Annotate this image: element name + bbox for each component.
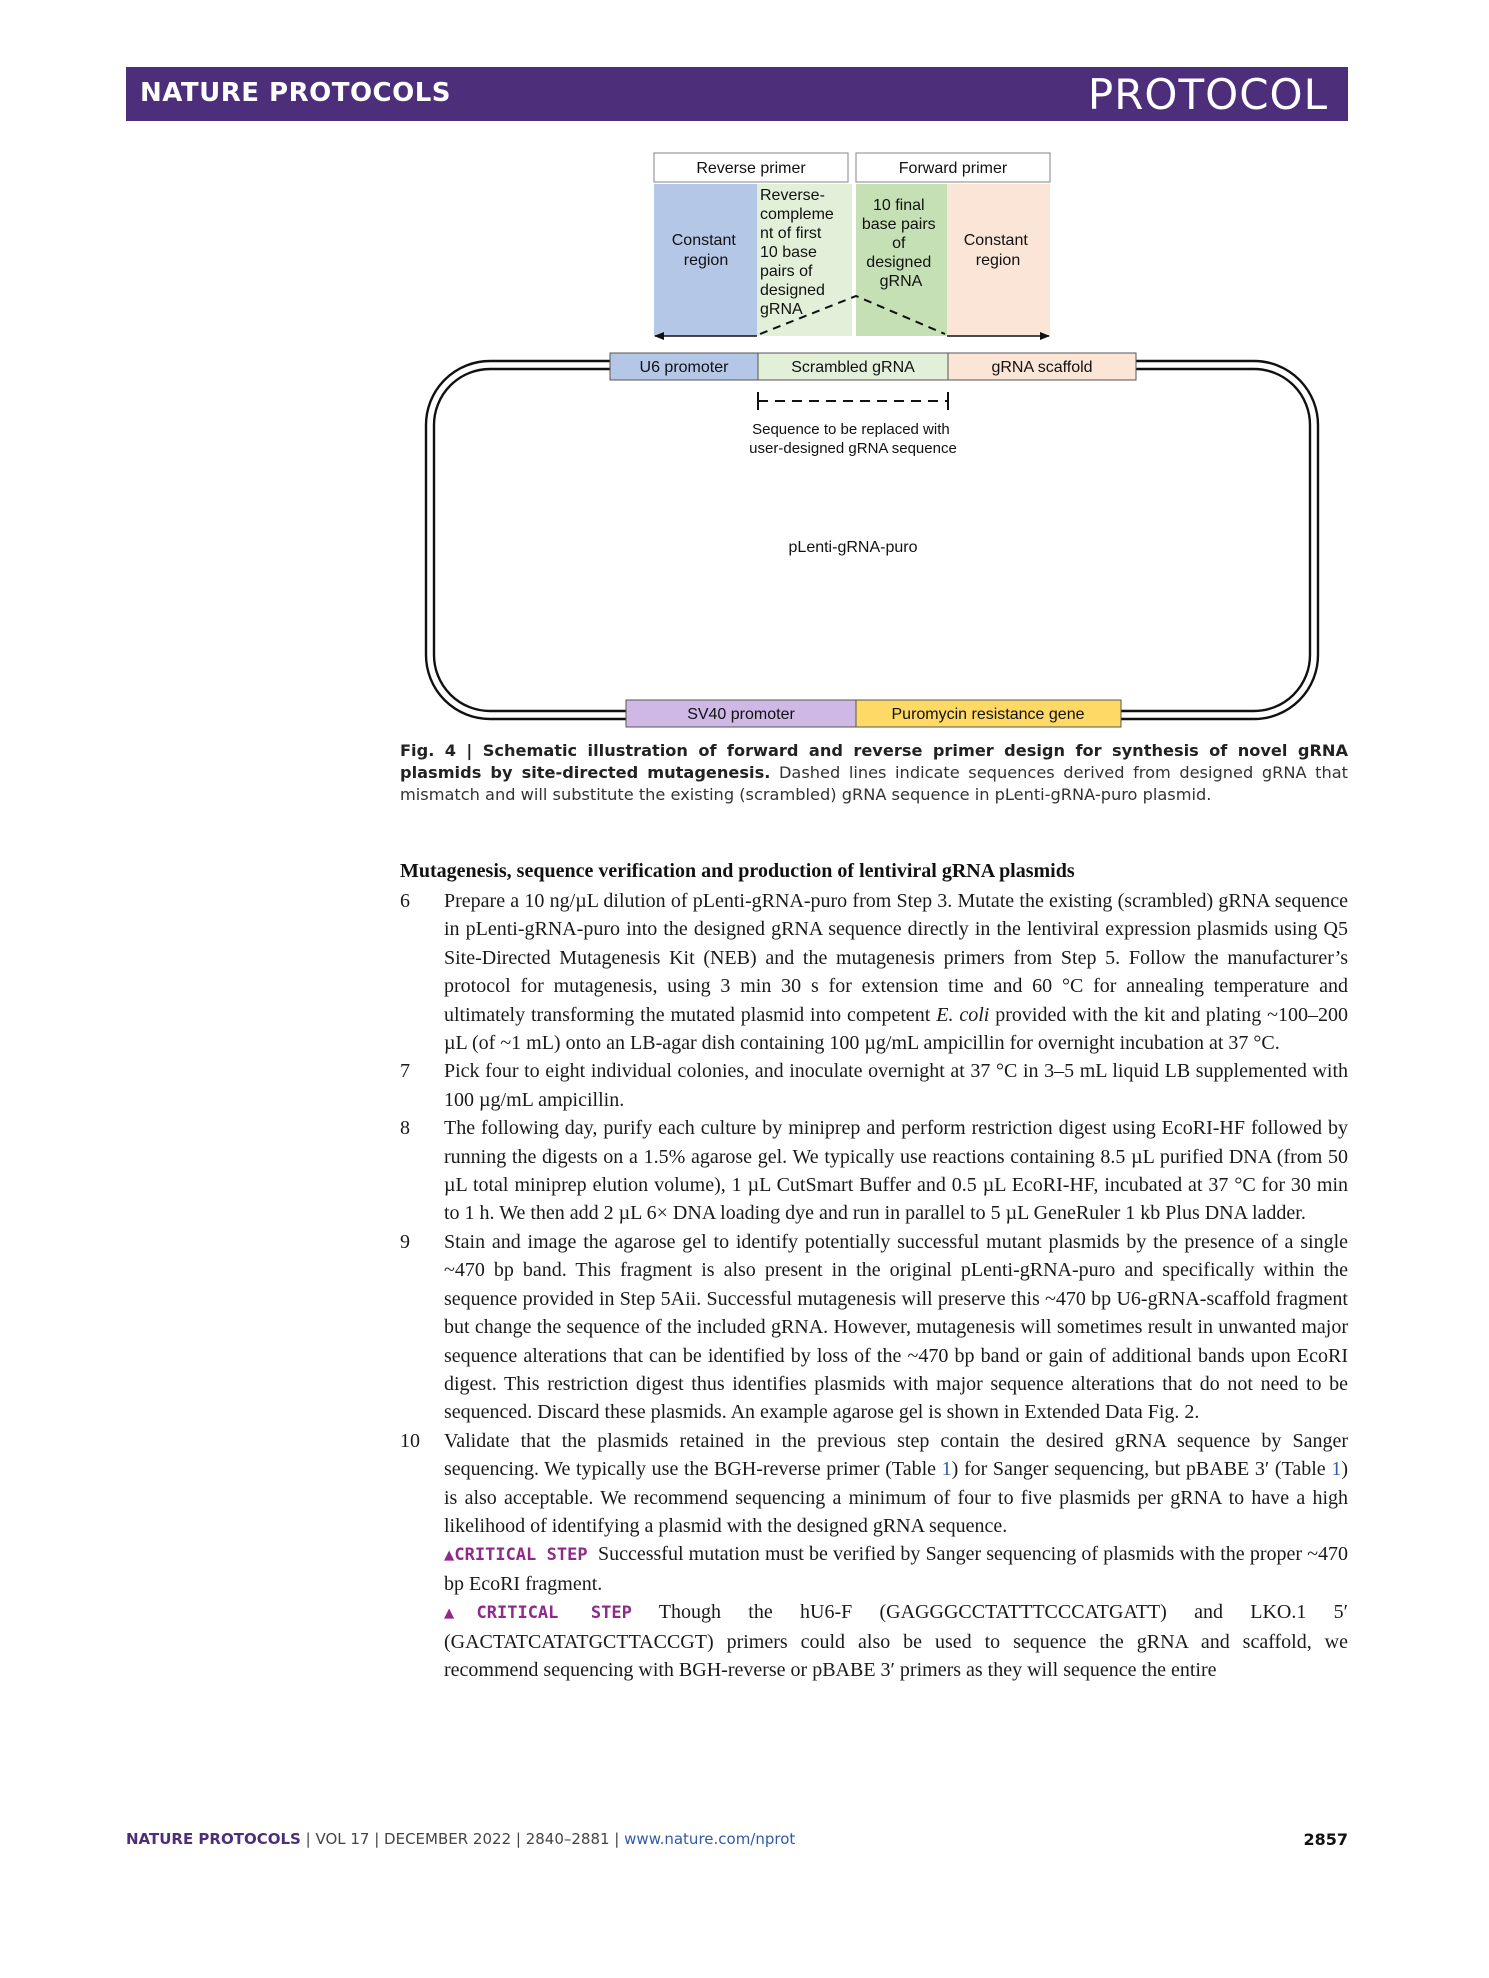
step-text: Pick four to eight individual colonies, and inoculate overnight at 37 °C in 3–5 mL liquid LB supplemented with 100 µg/mL ampicillin. (444, 1060, 1348, 1111)
figure-4 (0, 0, 1489, 740)
page-footer (126, 1830, 1348, 1848)
journal-name: NATURE PROTOCOLS (140, 78, 452, 108)
section-heading: Mutagenesis, sequence verification and production of lentiviral gRNA plasmids (400, 860, 1075, 882)
revcomp-region-label: Reverse- compleme nt of first 10 base pairs of designed gRNA (760, 187, 834, 318)
step-9 (400, 1228, 1348, 1427)
critical-step-2: ▲CRITICAL STEP Though the hU6-F (GAGGGCCTATTTCCCATGATT) and LKO.1 5′ (GACTATCATATGCTTACCGT) primers could also be used to sequence the gRNA and scaffold, we recommend sequencing with BGH-reverse or pBABE 3′ primers as they will sequence the entire (444, 1601, 1348, 1681)
step-number: 8 (400, 1117, 410, 1140)
plasmid-schematic (0, 0, 1489, 740)
final-bp-region-label: 10 final base pairs of designed gRNA (861, 197, 936, 290)
step-6 (400, 887, 1348, 1057)
scrambled-grna-label: Scrambled gRNA (791, 359, 915, 376)
protocol-steps (400, 887, 1348, 1684)
critical-step-label: ▲CRITICAL STEP (444, 1545, 588, 1566)
reverse-primer-label: Reverse primer (696, 160, 806, 177)
critical-step-1: ▲CRITICAL STEP Successful mutation must be verified by Sanger sequencing of plasmids with the proper ~470 bp EcoRI fragment. (444, 1543, 1349, 1595)
step-text: Stain and image the agarose gel to identify potentially successful mutant plasmids by the presence of a single ~470 bp band. This fragment is also present in the original pLenti-gRNA-puro and specifically within the sequence provided in Step 5Aii. Successful mutagenesis will preserve this ~470 bp U6-gRNA-scaffold fragment but change the sequence of the included gRNA. However, mutagenesis will sometimes result in unwanted major sequence alterations that can be identified by loss of the ~470 bp band or gain of additional bands upon EcoRI digest. This restriction digest thus identifies plasmids with major sequence alterations that do not need to be sequenced. Discard these plasmids. An example agarose gel is shown in Extended Data Fig. 2. (444, 1230, 1348, 1424)
step-number: 10 (400, 1429, 420, 1452)
u6-promoter-label: U6 promoter (639, 359, 729, 376)
sv40-promoter-label: SV40 promoter (687, 706, 795, 723)
step-text: Prepare a 10 ng/µL dilution of pLenti-gRNA-puro from Step 3. Mutate the existing (scrambled) gRNA sequence in pLenti-gRNA-puro into the designed gRNA sequence directly in the lentiviral expression plasmids using Q5 Site-Directed Mutagenesis Kit (NEB) and the mutagenesis primers from Step 5. Follow the manufacturer’s protocol for mutagenesis, using 3 min 30 s for extension time and 60 °C for annealing temperature and ultimately transforming the mutated plasmid into competent E. coli provided with the kit and plating ~100–200 µL (of ~1 mL) onto an LB-agar dish containing 100 µg/mL ampicillin for overnight incubation at 37 °C. (444, 890, 1349, 1055)
step-7 (400, 1057, 1348, 1114)
puromycin-gene-label: Puromycin resistance gene (891, 706, 1085, 723)
plasmid-name: pLenti-gRNA-puro (788, 539, 918, 556)
step-number: 7 (400, 1060, 410, 1083)
step-number: 6 (400, 890, 410, 912)
table-1-link[interactable]: 1 (941, 1458, 952, 1481)
organism-name: E. coli (936, 1003, 990, 1026)
step-number: 9 (400, 1230, 410, 1253)
table-1-link[interactable]: 1 (1331, 1458, 1342, 1481)
footer-journal: NATURE PROTOCOLS (126, 1830, 301, 1848)
right-constant-region-label: Constant region (963, 232, 1028, 269)
replace-span-label: Sequence to be replaced with user-designed gRNA sequence (749, 421, 957, 457)
step-text: The following day, purify each culture by miniprep and perform restriction digest using EcoRI-HF followed by running the digests on a 1.5% agarose gel. We typically use reactions containing 8.5 µL purified DNA (from 50 µL total miniprep elution volume), 1 µL CutSmart Buffer and 0.5 µL EcoRI-HF, incubated at 37 °C for 30 min to 1 h. We then add 2 µL 6× DNA loading dye and run in parallel to 5 µL GeneRuler 1 kb Plus DNA ladder. (444, 1117, 1348, 1225)
left-constant-region-label: Constant region (671, 232, 736, 269)
critical-step-label: ▲CRITICAL STEP (444, 1603, 632, 1624)
step-10 (400, 1427, 1348, 1685)
caption-title: Fig. 4 | Schematic illustration of forward and reverse primer design for synthesis of novel gRNA plasmids by site-directed mutagenesis. (400, 741, 1348, 782)
footer-url-link[interactable]: www.nature.com/nprot (624, 1830, 796, 1848)
page-number: 2857 (1303, 1830, 1348, 1849)
step-text: Validate that the plasmids retained in the previous step contain the desired gRNA sequence by Sanger sequencing. We typically use the BGH-reverse primer (Table 1) for Sanger sequencing, but pBABE 3′ (Table 1) is also acceptable. We recommend sequencing a minimum of four to five plasmids per gRNA to have a high likelihood of identifying a plasmid with the designed gRNA sequence. (444, 1429, 1348, 1537)
forward-primer-label: Forward primer (898, 160, 1008, 177)
step-8 (400, 1114, 1348, 1228)
footer-citation: | VOL 17 | DECEMBER 2022 | 2840–2881 | (305, 1830, 620, 1848)
article-type: PROTOCOL (1087, 70, 1328, 119)
caption-text: Dashed lines indicate sequences derived from designed gRNA that mismatch and will substitute the existing (scrambled) gRNA sequence in pLenti-gRNA-puro plasmid. (400, 763, 1348, 804)
figure-caption (400, 740, 1348, 806)
grna-scaffold-label: gRNA scaffold (991, 359, 1093, 376)
